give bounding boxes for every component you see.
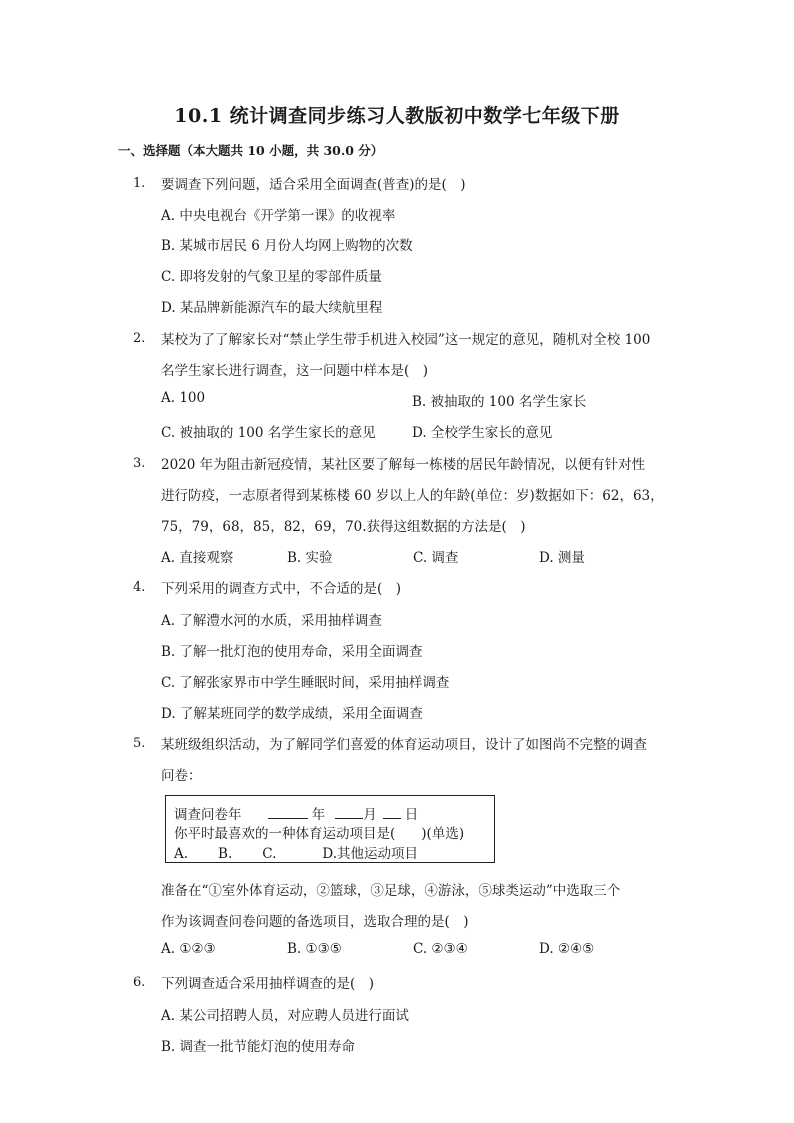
- question-2-option-d: D. 全校学生家长的意见: [412, 425, 553, 441]
- questionnaire-option-b: B.: [218, 846, 233, 862]
- question-5-stem-line-4: 作为该调查问卷问题的备选项目，选取合理的是( ): [161, 914, 469, 930]
- document-title: 10.1 统计调查同步练习人教版初中数学七年级下册: [174, 105, 620, 127]
- question-6-stem: 下列调查适合采用抽样调查的是( ): [161, 976, 375, 992]
- question-2-option-c: C. 被抽取的 100 名学生家长的意见: [161, 425, 376, 441]
- question-2-stem-line-2: 名学生家长进行调查，这一问题中样本是( ): [161, 363, 429, 379]
- question-3-stem-line-2: 进行防疫，一志原者得到某栋楼 60 岁以上人的年龄(单位：岁)数据如下：62，63，: [161, 488, 664, 504]
- month-label: 月: [363, 807, 377, 823]
- question-2-number: 2.: [133, 331, 146, 346]
- questionnaire-question: 你平时最喜欢的一种体育运动项目是(: [174, 826, 396, 842]
- question-1-option-b: B. 某城市居民 6 月份人均网上购物的次数: [161, 238, 413, 254]
- day-label: 日: [404, 807, 419, 823]
- question-5-option-d: D. ②④⑤: [539, 941, 595, 957]
- question-1-number: 1.: [133, 176, 146, 191]
- question-3-stem-line-1: 2020 年为阻击新冠疫情，某社区要了解每一栋楼的居民年龄情况，以便有针对性: [161, 457, 646, 473]
- question-3-option-b: B. 实验: [287, 550, 333, 566]
- question-3-option-c: C. 调查: [413, 550, 459, 566]
- question-6-option-b: B. 调查一批节能灯泡的使用寿命: [161, 1039, 356, 1055]
- year-label: 年: [311, 807, 326, 823]
- questionnaire-date-line: [174, 803, 418, 823]
- question-6-number: 6.: [133, 975, 146, 990]
- questionnaire-question-line: [174, 822, 464, 842]
- question-1-option-c: C. 即将发射的气象卫星的零部件质量: [161, 269, 382, 285]
- question-4-option-b: B. 了解一批灯泡的使用寿命，采用全面调查: [161, 644, 423, 660]
- question-4-number: 4.: [133, 580, 146, 595]
- question-5-option-c: C. ②③④: [413, 941, 468, 957]
- question-1-stem: 要调查下列问题，适合采用全面调查(普查)的是( ): [161, 177, 466, 193]
- question-2-stem-line-1: 某校为了了解家长对“禁止学生带手机进入校园”这一规定的意见，随机对全校 100: [161, 332, 651, 348]
- questionnaire-options-line: [174, 842, 418, 862]
- question-1-option-d: D. 某品牌新能源汽车的最大续航里程: [161, 300, 383, 316]
- question-2-option-a: A. 100: [161, 390, 206, 406]
- year-blank: [268, 804, 308, 819]
- question-2-option-b: B. 被抽取的 100 名学生家长: [412, 394, 587, 410]
- questionnaire-option-d: D.其他运动项目: [322, 846, 419, 862]
- day-blank: [383, 804, 401, 819]
- question-3-number: 3.: [133, 456, 146, 471]
- question-5-number: 5.: [133, 736, 146, 751]
- questionnaire-single-choice: )(单选): [421, 826, 465, 842]
- question-5-stem-line-1: 某班级组织活动，为了解同学们喜爱的体育运动项目，设计了如图尚不完整的调查: [161, 737, 647, 753]
- question-5-option-a: A. ①②③: [161, 941, 216, 957]
- question-4-stem: 下列采用的调查方式中，不合适的是( ): [161, 581, 402, 597]
- question-5-stem-line-2: 问卷：: [161, 768, 202, 784]
- question-1-option-a: A. 中央电视台《开学第一课》的收视率: [161, 208, 396, 224]
- questionnaire-option-c: C.: [262, 846, 277, 862]
- questionnaire-heading: 调查问卷年: [174, 807, 242, 823]
- section-heading: 一、选择题（本大题共 10 小题，共 30.0 分）: [118, 143, 384, 158]
- question-3-option-d: D. 测量: [539, 550, 585, 566]
- month-blank: [335, 804, 363, 819]
- question-4-option-a: A. 了解澧水河的水质，采用抽样调查: [161, 613, 382, 629]
- question-5-option-b: B. ①③⑤: [287, 941, 342, 957]
- question-6-option-a: A. 某公司招聘人员，对应聘人员进行面试: [161, 1008, 409, 1024]
- question-4-option-d: D. 了解某班同学的数学成绩，采用全面调查: [161, 706, 423, 722]
- question-3-option-a: A. 直接观察: [161, 550, 234, 566]
- question-5-stem-line-3: 准备在“①室外体育运动，②篮球，③足球，④游泳，⑤球类运动”中选取三个: [161, 883, 621, 899]
- question-3-stem-line-3: 75，79，68，85，82，69，70.获得这组数据的方法是( ): [161, 519, 526, 535]
- questionnaire-option-a: A.: [174, 846, 189, 862]
- question-4-option-c: C. 了解张家界市中学生睡眠时间，采用抽样调查: [161, 675, 450, 691]
